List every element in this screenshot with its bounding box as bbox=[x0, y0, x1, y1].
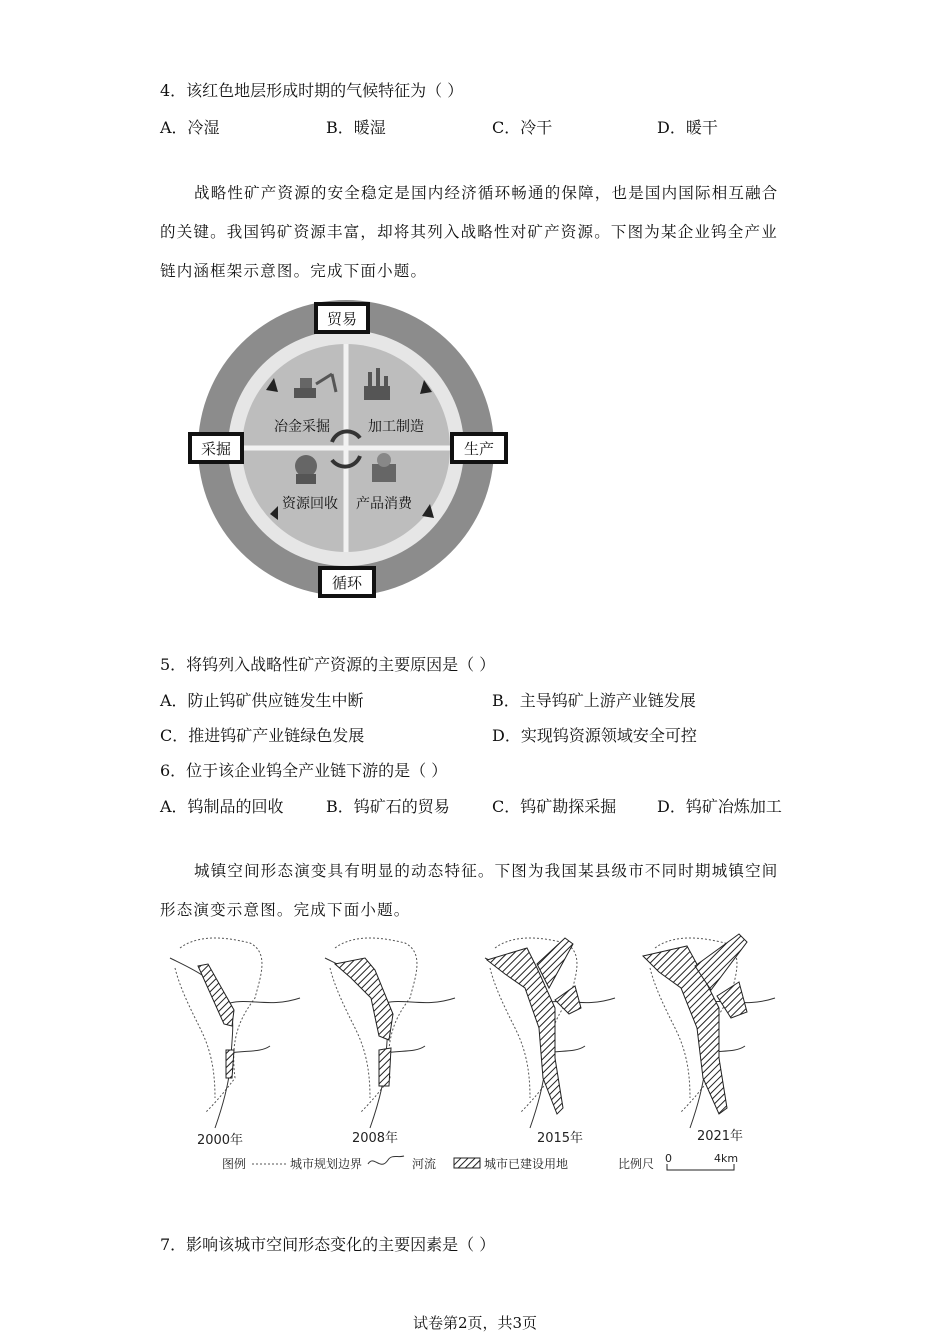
year-label-2008: 2008年 bbox=[351, 1131, 399, 1146]
q4-option-d[interactable]: D．暖干 bbox=[657, 118, 718, 137]
label-box-trade bbox=[316, 304, 368, 332]
map-2008 bbox=[325, 938, 455, 1128]
q4-stem: 4．该红色地层形成时期的气候特征为（ ） bbox=[160, 81, 464, 100]
q6-option-d[interactable]: D．钨矿冶炼加工 bbox=[657, 797, 782, 816]
svg-text:生产: 生产 bbox=[463, 440, 495, 458]
q5-option-d[interactable]: D．实现钨资源领域安全可控 bbox=[492, 726, 697, 745]
q6-option-a[interactable]: A．钨制品的回收 bbox=[160, 797, 284, 816]
legend-river: 河流 bbox=[412, 1157, 437, 1171]
scale-start: 0 bbox=[665, 1152, 672, 1165]
q5-stem: 5．将钨列入战略性矿产资源的主要原因是（ ） bbox=[160, 655, 496, 674]
q5-option-b[interactable]: B．主导钨矿上游产业链发展 bbox=[492, 691, 696, 710]
year-label-2000: 2000年 bbox=[196, 1133, 244, 1148]
q5-option-c[interactable]: C．推进钨矿产业链绿色发展 bbox=[160, 726, 365, 745]
map-2021 bbox=[643, 934, 775, 1128]
q6-option-b[interactable]: B．钨矿石的贸易 bbox=[326, 797, 450, 816]
map-2000 bbox=[170, 938, 300, 1128]
q5-option-a[interactable]: A．防止钨矿供应链发生中断 bbox=[160, 691, 364, 710]
svg-text:循环: 循环 bbox=[331, 574, 363, 592]
passage-tungsten: 战略性矿产资源的安全稳定是国内经济循环畅通的保障，也是国内国际相互融合的关键。我国钨矿资源丰富，却将其列入战略性对矿产资源。下图为某企业钨全产业链内涵框架示意图。完成下面小题。 bbox=[160, 184, 779, 280]
q4-option-a[interactable]: A．冷湿 bbox=[160, 118, 220, 137]
svg-text:贸易: 贸易 bbox=[326, 310, 358, 328]
built-area bbox=[198, 964, 234, 1026]
legend-boundary: 城市规划边界 bbox=[290, 1157, 363, 1171]
q6-stem: 6．位于该企业钨全产业链下游的是（ ） bbox=[160, 761, 448, 780]
year-label-2015: 2015年 bbox=[536, 1131, 584, 1146]
label-box-production bbox=[452, 434, 506, 462]
quadrant-label-manufacturing: 加工制造 bbox=[368, 419, 424, 435]
map-2015 bbox=[485, 938, 615, 1128]
passage-urban-form: 城镇空间形态演变具有明显的动态特征。下图为我国某县级市不同时期城镇空间形态演变示意图。完成下面小题。 bbox=[160, 862, 779, 919]
q6-option-c[interactable]: C．钨矿勘探采掘 bbox=[492, 797, 617, 816]
legend-built-symbol bbox=[454, 1158, 480, 1168]
legend-built: 城市已建设用地 bbox=[484, 1157, 569, 1171]
tungsten-chain-diagram bbox=[186, 298, 516, 608]
label-box-mining bbox=[190, 434, 242, 462]
svg-text:采掘: 采掘 bbox=[200, 440, 232, 458]
scale-label: 比例尺 bbox=[618, 1157, 655, 1171]
q4-option-c[interactable]: C．冷干 bbox=[492, 118, 553, 137]
scale-end: 4km bbox=[714, 1152, 739, 1165]
quadrant-label-recycling: 资源回收 bbox=[282, 496, 338, 512]
year-label-2021: 2021年 bbox=[696, 1129, 744, 1144]
q7-stem: 7．影响该城市空间形态变化的主要因素是（ ） bbox=[160, 1235, 496, 1254]
page-footer: 试卷第2页，共3页 bbox=[412, 1314, 538, 1332]
q4-option-b[interactable]: B．暖湿 bbox=[326, 118, 386, 137]
quadrant-label-mining: 冶金采掘 bbox=[274, 419, 330, 435]
legend-title: 图例 bbox=[222, 1157, 247, 1171]
legend-river-symbol bbox=[368, 1156, 404, 1164]
recycling-bin-icon bbox=[295, 455, 317, 484]
urban-evolution-maps bbox=[160, 928, 780, 1180]
quadrant-label-consumption: 产品消费 bbox=[356, 496, 412, 512]
label-box-cycle bbox=[320, 568, 374, 596]
